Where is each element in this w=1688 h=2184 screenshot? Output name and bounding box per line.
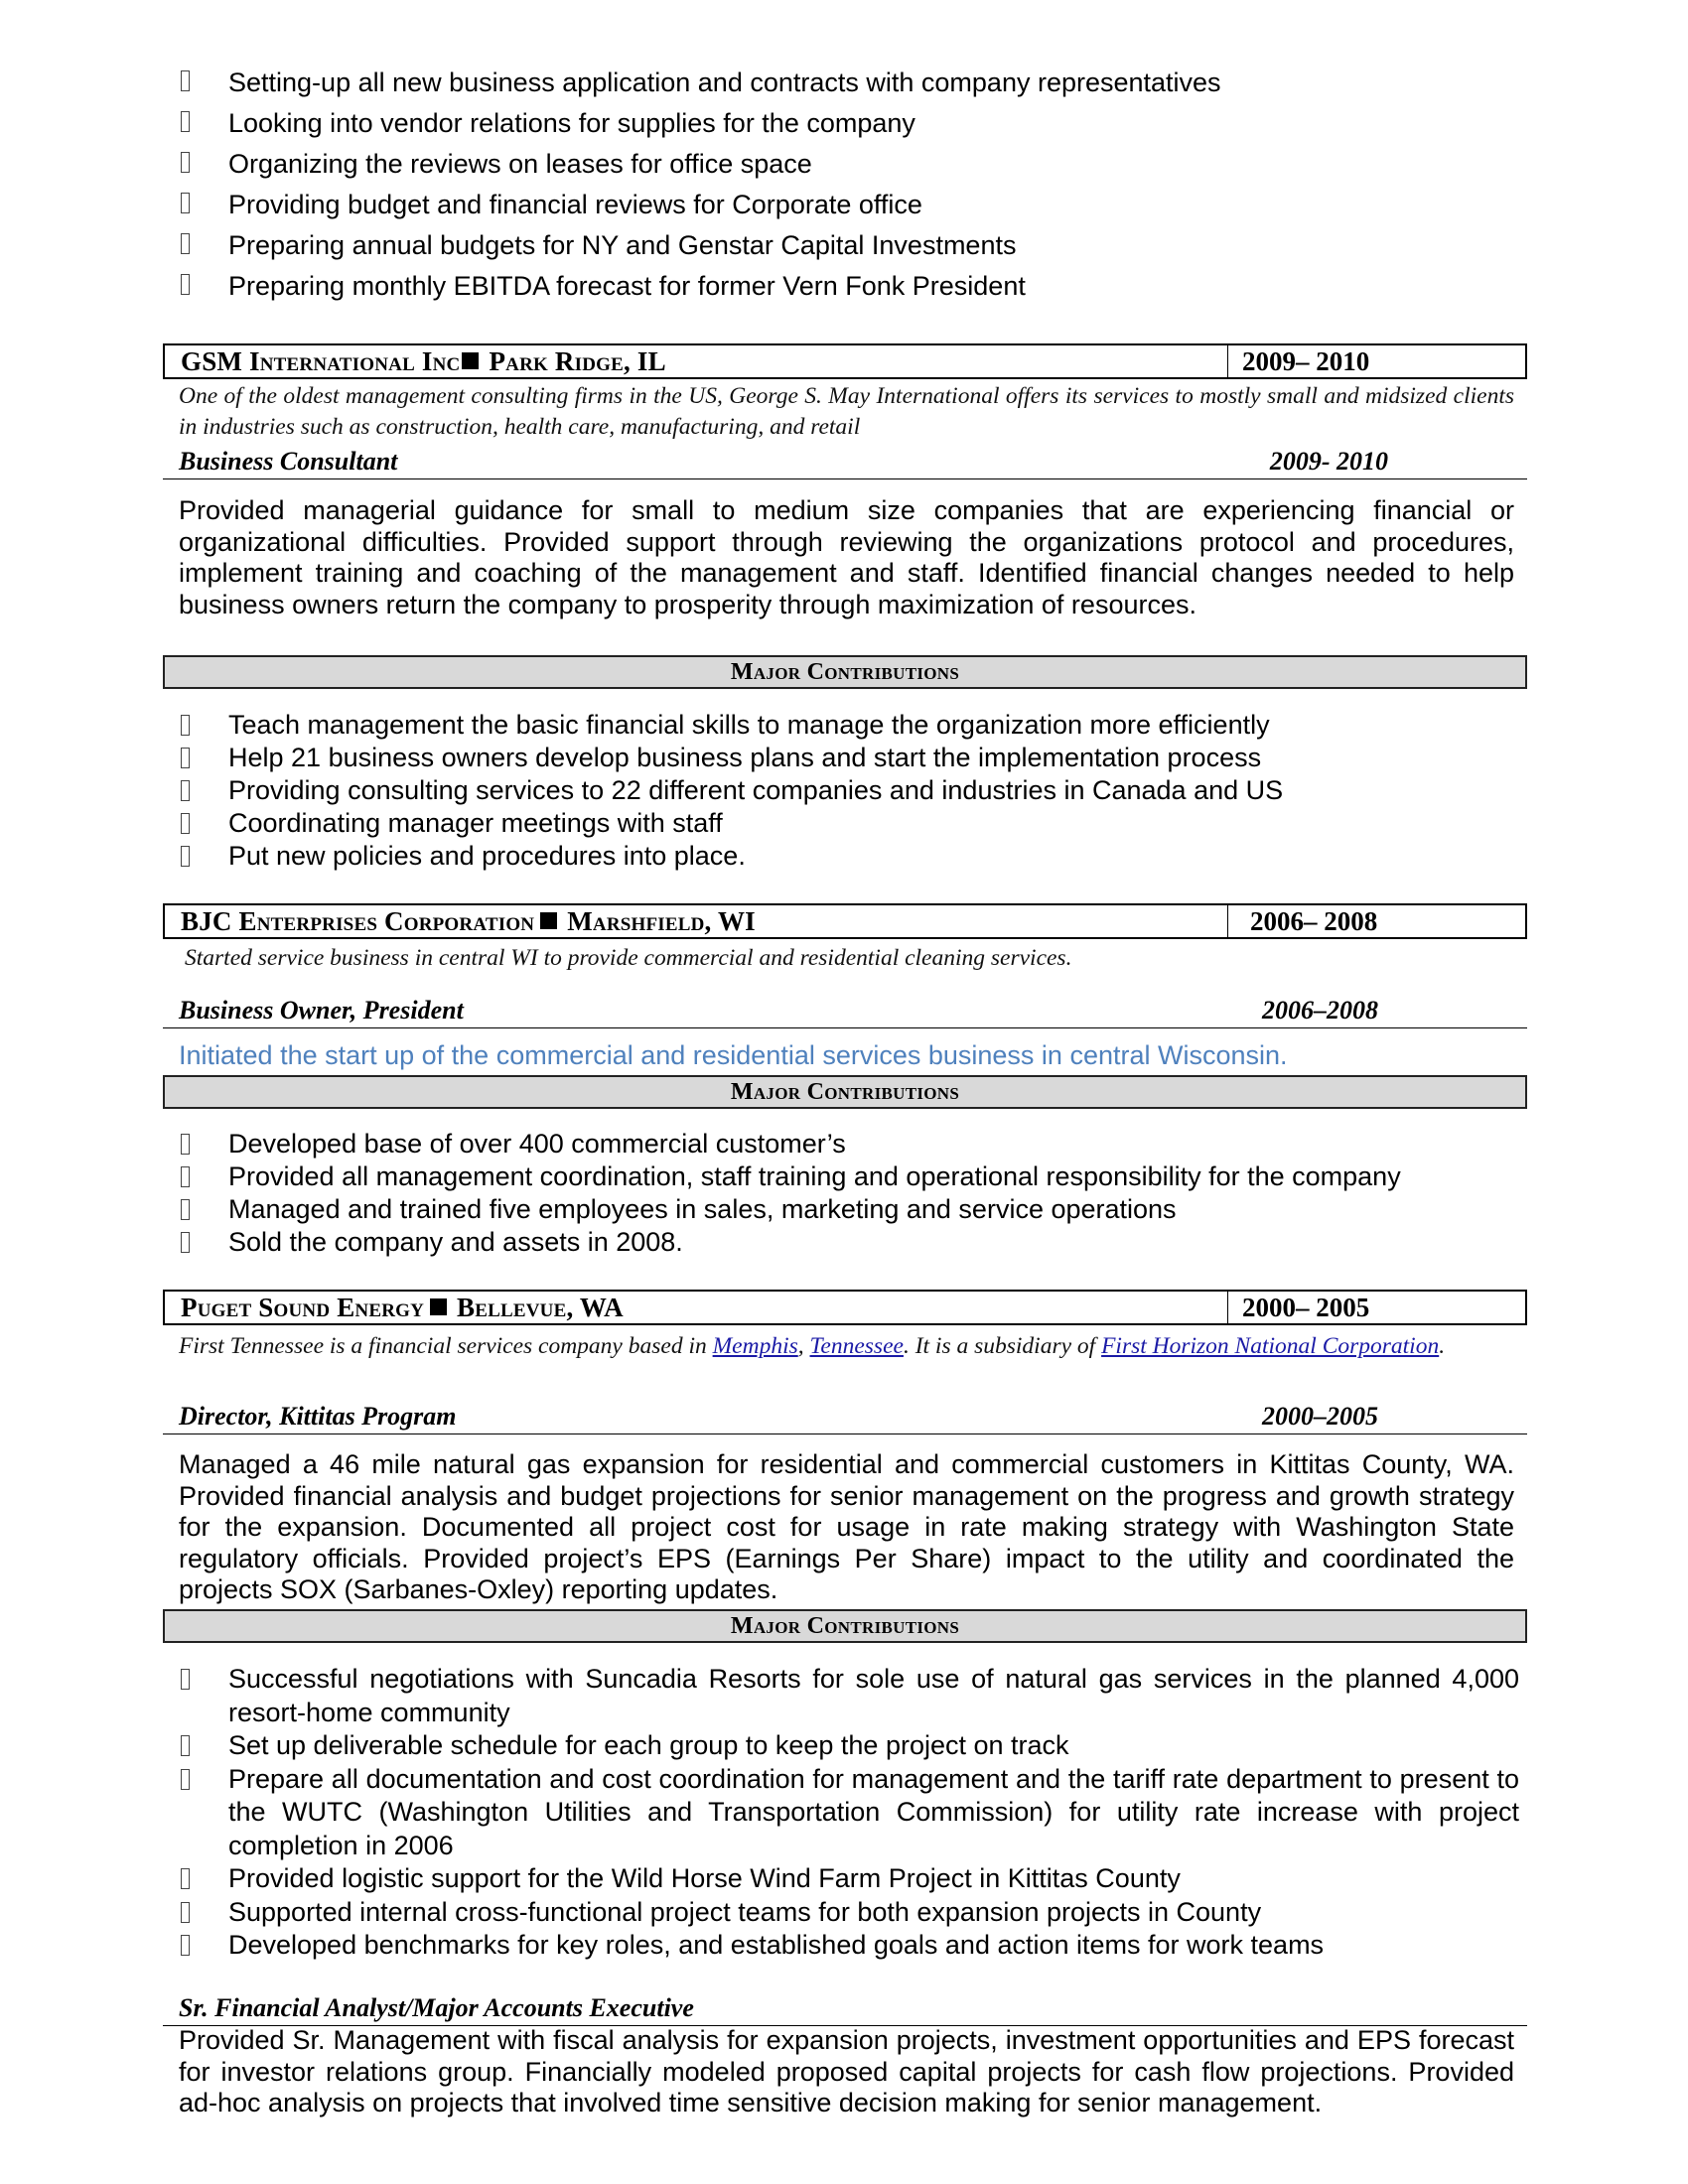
list-item <box>179 774 1519 807</box>
company-header-gsm <box>163 343 1527 379</box>
role-line <box>163 992 1527 1028</box>
bullet-icon <box>181 233 190 254</box>
role-dates: 2000–2005 <box>1262 1402 1378 1431</box>
role-summary-highlight: Initiated the start up of the commercial and residential services business in central Wisconsin. <box>179 1040 1288 1070</box>
black-square-icon <box>540 912 557 929</box>
bullet-text: Provided logistic support for the Wild Horse Wind Farm Project in Kittitas County <box>228 1863 1181 1893</box>
bullet-text: Developed benchmarks for key roles, and established goals and action items for work teams <box>228 1930 1325 1960</box>
list-item <box>179 1763 1519 1863</box>
bullet-text: Looking into vendor relations for supplies for the company <box>228 108 915 138</box>
company-location: Bellevue, WA <box>457 1293 624 1322</box>
black-square-icon <box>430 1298 447 1315</box>
company-name: BJC Enterprises Corporation <box>181 906 535 936</box>
bullet-text: Preparing annual budgets for NY and Genstar Capital Investments <box>228 230 1017 260</box>
role-title: Business Consultant <box>179 447 398 476</box>
company-description: One of the oldest management consulting firms in the US, George S. May International offers its services to mostly small and midsized clients in industries such as construction, health care, manufacturing, and retail <box>179 383 1514 440</box>
section-header-major-contributions: Major Contributions <box>163 655 1527 689</box>
bullet-icon <box>181 846 190 867</box>
role-dates: 2009- 2010 <box>1269 447 1388 476</box>
role-dates: 2006–2008 <box>1262 996 1378 1024</box>
bullet-text: Preparing monthly EBITDA forecast for former Vern Fonk President <box>228 271 1026 301</box>
company-name: Puget Sound Energy <box>181 1293 425 1322</box>
list-item <box>179 1226 1519 1259</box>
bullet-icon <box>181 715 190 736</box>
bullet-text: Teach management the basic financial skills to manage the organization more efficiently <box>228 710 1270 740</box>
section-header-major-contributions: Major Contributions <box>163 1609 1527 1643</box>
description-text: . It is a subsidiary of <box>903 1333 1102 1359</box>
intro-bullet-list <box>179 63 1519 307</box>
bullet-text: Prepare all documentation and cost coordination for management and the tariff rate department to present to the WUTC (Washington Utilities and Transportation Commission) for utility rate increase with project completion in 2006 <box>228 1763 1519 1860</box>
bullet-icon <box>181 1134 190 1155</box>
role-title: Director, Kittitas Program <box>179 1402 457 1431</box>
black-square-icon <box>462 352 479 369</box>
bullet-icon <box>181 1669 190 1690</box>
bullet-text: Providing budget and financial reviews for Corporate office <box>228 190 922 219</box>
bullet-icon <box>181 780 190 801</box>
link-memphis[interactable]: Memphis <box>712 1333 798 1359</box>
bullet-icon <box>181 1769 190 1790</box>
company-dates: 2006– 2008 <box>1250 906 1378 936</box>
bullet-icon <box>181 1199 190 1220</box>
role-line <box>163 443 1527 479</box>
list-item <box>179 709 1519 742</box>
role-summary: Provided managerial guidance for small to medium size companies that are experiencing financial or organizational difficulties. Provided support through reviewing the organizations protocol and procedures, implement training and coaching of the management and staff. Identified financial changes needed to help business owners return the company to prosperity through maximization of resources. <box>179 495 1514 619</box>
company-name-cell <box>165 905 1228 937</box>
company-header-bjc <box>163 903 1527 939</box>
bullet-icon <box>181 193 190 213</box>
list-item <box>179 1729 1519 1763</box>
bullet-text: Set up deliverable schedule for each group to keep the project on track <box>228 1730 1069 1760</box>
company-description: Started service business in central WI to provide commercial and residential cleaning services. <box>185 945 1072 971</box>
bullet-text: Help 21 business owners develop business plans and start the implementation process <box>228 743 1262 772</box>
bullet-text: Organizing the reviews on leases for office space <box>228 149 812 179</box>
bullet-icon <box>181 111 190 132</box>
contributions-list <box>179 1663 1519 1963</box>
bullet-text: Provided all management coordination, staff training and operational responsibility for the company <box>228 1161 1401 1191</box>
bullet-text: Coordinating manager meetings with staff <box>228 808 723 838</box>
description-text: , <box>797 1333 810 1359</box>
list-item <box>179 807 1519 840</box>
list-item <box>179 225 1519 266</box>
role-line-secondary <box>163 1989 1527 2026</box>
bullet-icon <box>181 152 190 173</box>
bullet-text: Setting-up all new business application and contracts with company representatives <box>228 68 1221 97</box>
company-header-puget-sound-energy <box>163 1290 1527 1325</box>
bullet-icon <box>181 1935 190 1956</box>
company-location: Marshfield, WI <box>567 906 756 936</box>
bullet-icon <box>181 1232 190 1253</box>
contributions-list <box>179 709 1519 873</box>
bullet-icon <box>181 748 190 768</box>
bullet-text: Developed base of over 400 commercial customer’s <box>228 1129 846 1159</box>
bullet-icon <box>181 274 190 295</box>
bullet-text: Supported internal cross-functional project teams for both expansion projects in County <box>228 1896 1262 1927</box>
link-first-horizon-national-corporation[interactable]: First Horizon National Corporation <box>1101 1333 1440 1359</box>
role-summary: Managed a 46 mile natural gas expansion for residential and commercial customers in Kittitas County, WA. Provided financial analysis and budget projections for senior management on the progress and growth strategy for the expansion. Documented all project cost for usage in rate making strategy with Washington State regulatory officials. Provided project’s EPS (Earnings Per Share) impact to the utility and coordinated the projects SOX (Sarbanes-Oxley) reporting updates. <box>179 1449 1514 1604</box>
company-dates: 2009– 2010 <box>1242 346 1370 376</box>
role-title: Sr. Financial Analyst/Major Accounts Executive <box>179 1993 694 2022</box>
company-location: Park Ridge, IL <box>489 346 666 376</box>
bullet-icon <box>181 1735 190 1756</box>
list-item <box>179 1128 1519 1160</box>
company-name: GSM International Inc <box>181 346 461 376</box>
bullet-text: Successful negotiations with Suncadia Resorts for sole use of natural gas services in the planned 4,000 resort-home community <box>228 1664 1519 1727</box>
bullet-icon <box>181 1868 190 1889</box>
list-item <box>179 1896 1519 1930</box>
role-summary-secondary: Provided Sr. Management with fiscal analysis for expansion projects, investment opportunities and EPS forecast for investor relations group. Financially modeled proposed capital projects for cash flow projections. Provided ad-hoc analysis on projects that involved time sensitive decision making for senior management. <box>179 2025 1514 2117</box>
section-header-major-contributions: Major Contributions <box>163 1075 1527 1109</box>
list-item <box>179 185 1519 225</box>
bullet-icon <box>181 1902 190 1923</box>
list-item <box>179 144 1519 185</box>
bullet-text: Put new policies and procedures into place. <box>228 841 746 871</box>
role-title: Business Owner, President <box>179 996 464 1024</box>
bullet-icon <box>181 1166 190 1187</box>
description-text: First Tennessee is a financial services company based in <box>179 1333 713 1359</box>
list-item <box>179 1663 1519 1729</box>
list-item <box>179 742 1519 774</box>
list-item <box>179 266 1519 307</box>
list-item <box>179 103 1519 144</box>
company-name-cell <box>165 345 1228 377</box>
list-item <box>179 1193 1519 1226</box>
company-description <box>179 1327 1514 1365</box>
list-item <box>179 63 1519 103</box>
contributions-list <box>179 1128 1519 1259</box>
company-name-cell <box>165 1292 1228 1323</box>
bullet-text: Sold the company and assets in 2008. <box>228 1227 683 1257</box>
bullet-icon <box>181 813 190 834</box>
list-item <box>179 1862 1519 1896</box>
bullet-text: Managed and trained five employees in sales, marketing and service operations <box>228 1194 1177 1224</box>
company-dates: 2000– 2005 <box>1242 1293 1370 1322</box>
bullet-icon <box>181 70 190 91</box>
bullet-text: Providing consulting services to 22 different companies and industries in Canada and US <box>228 775 1284 805</box>
link-tennessee[interactable]: Tennessee <box>809 1333 904 1359</box>
list-item <box>179 1929 1519 1963</box>
list-item <box>179 840 1519 873</box>
list-item <box>179 1160 1519 1193</box>
description-text: . <box>1439 1333 1446 1359</box>
role-line <box>163 1398 1527 1434</box>
